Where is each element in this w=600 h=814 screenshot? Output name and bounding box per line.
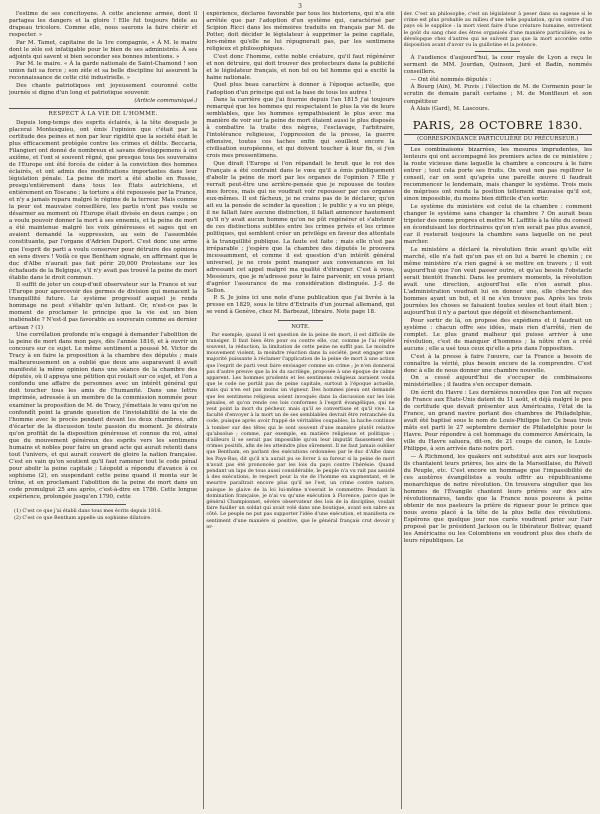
article-paragraph: Depuis long-temps des esprits éclairés, à la tête desquels je placerai Montesquieu, ont émis l'opinion que c'était par la certitude des peines et non par leur rigidité que la société était le plus efficacement protégée contre les crimes et délits. Beccaria, Filangieri ont donné de nombreux et savans développemens à cet axiôme, et l'ont si souvent rêgné, que presque tous les souverains de l'Europe ont été forcés de céder à la conviction des hommes éclairés, et ont admis des modifications importantes dans leur législation pénale. La peine de mort a été abolie en Russie, presqu'entièrement dans tous les États autrichiens, et entièrement en Toscane ; la torture a été repoussée par la France, et n'y a jamais reparu malgré le régime de la terreur. Mais comme la peur est mauvaise conseillère, les partis n'ont pas voulu se désarmer au moment où l'Europe était divisée en deux camps ; on a voulu pouvoir donner la mort à ses ennemis, et la peine de mort a été maintenue malgré les voix généreuses et sages qui en avaient demandé la suppression, au sein de l'assemblée constituante, par l'organe d'Adrien Duport. C'est donc une arme que l'esprit de parti a voulu conserver pour détruire des opinions en sens divers ! Voilà ce que Bentham signale, en affirmant que le duc d'Albe n'aurait pas fait périr 20,000 Protestans sur les échafauds de la Belgique, s'il n'y avait pas trouvé la peine de mort établie dans le droit commun.	[9, 119, 198, 281]
note-body	[206, 332, 394, 531]
paris-paragraph: Le ministère a déclaré la révolution finie avant qu'elle eût marché, elle n'a fait qu'un pas et on lui a barré le chemin ; ce même ministère n'a rien gagné à se mettre en travers ; il voit aujourd'hui que l'on veut passer outre, et qu'au besoin l'obstacle serait bientôt franchi. Dans les premiers moments, la révolution avait une direction, aujourd'hui elle n'en aurait plus. L'administration voudrait lui en donner une, elle cherche des hommes ayant un but, et il ne s'en trouve pas. Après les trois journées les choses se faisaient toutes seules et tout était bien ; aujourd'hui il n'y a partout que dégoût et désenchantement.	[403, 246, 592, 317]
paris-paragraph: Le système du ministère est celui de la chambre : comment changer le système sans changer la chambre ? On aurait beau tripoter des noms propres et mettre M. Laffitte à la tête du conseil en éconduisant les doctrinaires qu'on n'en serait pas plus avancé, car il resterait toujours la chambre sans laquelle on ne peut marcher.	[403, 204, 592, 246]
article-paragraph: Quel plus beau caractère à donner à l'époque actuelle, que l'adoption d'un principe qui est la base de tous les autres !	[206, 82, 395, 96]
section-divider	[475, 51, 520, 52]
article-paragraph: expérience, déclarée favorable par tous les historiens, qui n'a été arrêtée que par l'adoption d'un système qui, caractérisé par Scipion Ricci dans les mémoires traduits en français par M. de Potter, doit décider le législateur à supprimer la peine capitale, lors-même qu'elle ne lui répugnerait pas, par les sentimens religieux et philosophiques.	[206, 11, 395, 53]
session-paragraph: À l'audience d'aujourd'hui, la cour royale de Lyon a reçu le serment de MM. Jourdan, Quinson, Juré et Badin, nommés conseillers.	[403, 55, 592, 76]
note-paragraph: Par exemple, quand il est question de la peine de mort, il est difficile de transiger. Il faut bien être pour ou contre elle, car, comme je l'ai répété souvent, la réduction, la limitation de cette peine ne suffit pas. Le moindre mouvement violent, la moindre réaction dans la société, peut engager une majorité puissante à réclamer l'application de la peine de mort à une action que l'esprit de parti veut faire envisager comme un crime ; je n'en donnerai pas d'autre preuve que la loi du sacrilège, proposée à une époque de calme apparent. Les hommes prudents et les sentimens religieux auraient voulu que le code ne portât pas de peine capitale, surtout à l'époque actuelle, mais qui n'en est pas moins un vigneur. Des hommes pieux ont demandé que les sentimens religieux soient invoqués dans la discussion sur les lois pénales, et qu'on rende ces lois conformes à l'esprit évangélique, qui ne veut point la mort du pécheur, mais qu'il se convertisse et qu'il vive. La faculté d'envoyer à la mort un de ses semblables devrait être retranchée du code, puisque après avoir frappé de véritables coupables, la hache continue à tomber sur des têtes qui le sont souvent d'une manière plutôt relative qu'absolue ; comme, par exemple, en matière religieuse et politique ; d'ailleurs il se serait pas impossible qu'on leur imputât faussement des crimes positifs, afin de les atteindre plus sûrement. Il ne faut jamais oublier que Bentham, en parlant des exécutions ordonnées par le duc d'Albe dans les Pays-Bas, dit qu'il n'a aurait pu se livrer à sa fureur si la peine de mort n'avait pas été prononcée par les lois du pays contre l'hérésie. Quand pendant un laps de tous aussi considérable, le peuple n'a vu rait pas assisté à des exécutions, le respect pour la vie de l'homme en augmentant, et le meurtre paraîtrait encore plus qu'il ne l'est, un crime contre nature, puisque le glaive de la loi lui-même n'oserait le commettre. Pendant la domination française, je n'ai vu qu'une exécution à Florence, parce que le général Championnet, sévère observateur des lois de la discipline, voulait faire fusiller un soldat qui avait volé dans une boutique, avant son sabre au côté. Le peuple ne put pas supporter l'idée d'une exécution, et manifesta ce sentiment d'une manière si positive, que le général français crut devoir y or-	[206, 331, 395, 530]
session-paragraph: — Ont été nommés députés :	[410, 76, 492, 83]
section-heading: RESPECT À LA VIE DE L'HOMME.	[9, 108, 197, 118]
paris-paragraph: Pour sortir de là, on propose des expédiens et il faudrait un système : chacun offre ses idées, mais rien d'arrêté, rien de complet. Le plus grand malheur qui puisse arriver à une révolution, c'est de manquer d'hommes ; la nôtre n'en a créé aucuns ; elle a usé tous ceux qu'elle a pris dans l'opposition.	[403, 317, 592, 352]
paris-paragraph: C'est à la presse à faire l'œuvre, car la France a besoin de connaître la vérité, plus besoin encore de la comprendre. C'est donc à elle de nous donner une chambre nouvelle.	[403, 353, 592, 374]
session-paragraph: À Bourg (Ain), M. Puvis ; l'élection de M. de Cormenin pour le scrutin de demain paraît certaine ; M. de Montfleuri et son compétiteur	[403, 84, 592, 105]
footnote: (2) C'est ce que Bentham appelle un sophisme dilatoire.	[14, 514, 152, 521]
toast-paragraph: Par M. Tamet, capitaine de la 1re compagnie, « À M. le maire dont le zèle est infatigable pour le bien de ses administrés. À ses adjoints qui savent si bien seconder ses bonnes intentions. »	[9, 39, 198, 60]
article-paragraph: Une corrélation profonde m'a engagé à demander l'abolition de la peine de mort dans mon pays, dès l'année 1816, et à ouvrir un concours sur ce sujet. Le même sentiment a poussé M. Victor de Tracy à en faire la proposition à la chambre des députés ; mais malheureusement on a oublié que deux ans auparavant il avait manifesté la même opinion dans une séance de la chambre des députés, où il appuya une pétition qui roulait sur ce sujet, et l'on a confondu une affaire de personnes avec un intérêt général qui doit toucher tous les amis de l'humanité. Dans une lettre imprimée, adressée à un membre de la commission nommée pour examiner la proposition de M. de Tracy, j'émettais le vœu qu'on ne confondît point la grande question de l'inviolabilité de la vie de l'homme avec le procès pendant devant les deux chambres, afin d'écarter de la discussion toute passion du moment. Je désirais qu'on profitât de la disposition généreuse et connue du roi, ainsi que du mouvement généreux des esprits vers les sentimens humains et nobles pour faire un grand acte qui aurait retenti dans tout l'univers, et qui aurait couvert de gloire la nation française. C'est en vain qu'on soutient qu'il faut ramener tout le code pénal pour abolir la peine capitale ; Léopold a répondu d'avance à ce sophisme (2), en suspendant cette peine quand il monta sur le trône, et en proclamant l'abolition de la peine de mort dans un code promulgué 25 ans après, c'est-à-dire en 1786. Cette longue expérience, prolongée jusqu'en 1790, cette	[9, 332, 198, 501]
toast-paragraph: l'estime de ses concitoyens. À cette ancienne armée, dont il partagea les dangers et la gloire ! Elle fut toujours fidèle au drapeau tricolore. Comme elle, nous saurons la faire chérir et respecter. »	[9, 11, 198, 39]
paris-paragraph: Les combinaisons bizarrées, les mesures imprudentes, les lenteurs qui ont accompagné les premiers actes de ce ministère ; la route vicieuse dans laquelle la chambre a concouru à le faire entrer ; tout cela porte ses fruits. On veut non pas repiltrer le conseil, car on sent qu'après une pareille œuvre il faudrait recommencer le lendemain, mais changer le système. Trois mois de méprises ont rendu la position tellement mauvaise qu'il est, sinon impossible, du moins bien difficile d'en sortir.	[403, 147, 592, 203]
paris-paragraph: — À Richmond, les quakers ont substitué aux airs sur lesquels ils chantaient leurs prières, les airs de la Marseillaise, du Réveil du Peuple, etc. C'est encore un hommage que l'impassibilité de ces austères évangélistes a voulu offrir au républicanisme monarchique de notre révolution. On trouvera singulier que les hommes de l'Évangile chantent leurs prières sur des airs révolutionnaires, tandis que la France nous pouvons à peine obtenir de nos pasteurs la prière de rigueur pour le prince que nous avons placé à la tête de la plus belle des révolutions. Espérons que quelque jour nos curés voudront prier sur l'air proposé par le président Jackson ou le libérateur Bolivar, quand les Américains ou les Colombiens en voudront plus des chefs de leurs républiques. Le	[403, 453, 592, 545]
postscript-paragraph: P. S. Je joins ici une note d'une publication que j'ai livrée à la presse en 1829, sous le titre d'Extraits d'un journal allemand, qui se vend à Genève, chez M. Barbezat, libraire. Note page 18.	[206, 295, 395, 316]
paris-paragraph: On écrit du Havre : Les dernières nouvelles que l'on ait reçues de France aux États-Unis datent du 11 août, et déjà malgré le peu de certitude que devait présenter aux Américains, l'état de la France, un grand navire portant des chambres de Philadelphie, avait été baptisé sous le nom de Louis-Philippe Ier. Ce beau trois mâts est parti le 27 septembre dernier de Philadelphie pour le Havre. Pour répondre à cet hommage du commerce Américain, la ville du Havre saluera, dit-on, de 21 coups de canon, le Louis-Philippe, à son arrivée dans notre port.	[403, 389, 592, 453]
article-paragraph: Que dirait l'Europe si l'on répandait le bruit que le roi des Français a été contraint dans le vœu qu'il a émis publiquement d'abolir la peine de mort par les organes de l'opinion ? Elle y verrait peut-être une arrière-pensée que je repousse de toutes mes forces, mais qui ne voudrait voir repousser par ces organes eux-mêmes. Il est fâcheux, je ne crains pas de le déclarer, qu'on ait eu la pensée de scinder la question ; le public y a vu un piège, il ne fallait faire aucune distinction, il fallait annoncer hautement qu'il n'y avait aucun homme qu'on ne pût regénérer et s'abstenir de ces distinctions subtiles entre les crimes privés et les crimes politiques, qui semblent créer un privilège en faveur des attentats à la tranquillité publique. La faute est faite ; mais elle n'est pas irréparable ; j'espère que la chambre des députés le prouvera incessamment, et comme il est question d'un intérêt général universel, je ne crois point manquer aux convenances en lui adressant cet appel malgré ma qualité d'étranger. C'est à vous, Messieurs, que je m'adresse pour le faire parvenir, en vous priant d'agréer l'assurance de ma considération distinguée. J.-J. de Sellon.	[206, 160, 395, 294]
footnotes	[9, 508, 197, 521]
session-paragraph: À Alais (Gard), M. Lascours.	[410, 106, 490, 113]
page-number: 3	[298, 3, 302, 10]
closing-paragraph: Des chants patriotiques ont joyeusement couronné cette journée si digne d'un long et patriotique souvenir.	[9, 82, 198, 97]
note-paragraph: der. C'est un philosophe, c'est un législateur à peser dans sa sagesse si le crime est plus probable au milieu d'une telle population, qu'on contre d'un pays où le supplice : la mort vient faire d'une créature humaine, entretient le goût du sang chez des êtres organisés d'une manière particulière, ou le dévelopque chez d'autres qui ne suivent pas que la mort accordée cette disposition avant d'avoir vu la guillotine et la potence.	[403, 11, 592, 49]
column-1	[9, 11, 197, 809]
note-heading: NOTE.	[291, 323, 310, 330]
column-2	[203, 11, 394, 809]
footnote-divider	[81, 504, 126, 505]
note-divider	[278, 320, 323, 321]
correspondence-heading: (CORRESPONDANCE PARTICULIÈRE DU PRÉCURSEUR.)	[404, 134, 592, 145]
article-paragraph: Dans la carrière que j'ai fournie depuis l'an 1815 j'ai toujours remarqué que les hommes qui respectaient le plus la vie de leurs semblables, que les hommes sympathisaient le plus avec ma manière de voir sur la peine de mort étaient aussi le plus disposés à combattre la traite des nègres, l'esclavage, l'arbitraire, l'intolérance religieuse, l'oppression de la presse, la guerre offensive, toutes ces taches enfin qui souillent encore la civilisation européenne, et qui doivent toucher à leur fin, si j'en crois mes pressentimens.	[206, 97, 395, 160]
article-paragraph: Il suffit de jeter un coup-d'œil observateur sur la France et sur l'Europe pour apercevoir des germes de division qui menacent la tranquillité future. Le système progressif auquel je rends hommage ne peut s'établir qu'en luttant. Or, n'est-ce pas le moment de proclamer le principe que la vie est un bien inaliénable ? N'est-il pas favorable au souverain comme au dernier artisan ? (1)	[9, 282, 198, 331]
paris-paragraph: On a cessé aujourd'hui de s'occuper de combinaisons ministérielles ; il faudra s'en occuper demain.	[403, 375, 592, 389]
footnote: (1) C'est ce que j'ai établi dans tous mes écrits depuis 1816.	[14, 508, 162, 515]
paris-dateline: PARIS, 28 OCTOBRE 1830.	[412, 118, 583, 133]
article-signature: (Article communiqué.)	[134, 97, 198, 104]
toast-paragraph: Par M. le maire. « À la garde nationale de Saint-Chamond ! son union fait sa force ; son zèle et sa belle discipline lui assurent la reconnaissance de cette cité industrielle. »	[9, 61, 198, 82]
note-continuation	[404, 11, 592, 48]
column-3	[401, 11, 592, 809]
newspaper-columns	[9, 11, 592, 809]
article-paragraph: C'est donc l'homme, cette noble créature, qu'il faut régénérer et non détruire, qui doit trouver des protecteurs dans la publicité et le législateur français, et non tel ou tel homme qui a excité la haine nationale.	[206, 53, 395, 81]
